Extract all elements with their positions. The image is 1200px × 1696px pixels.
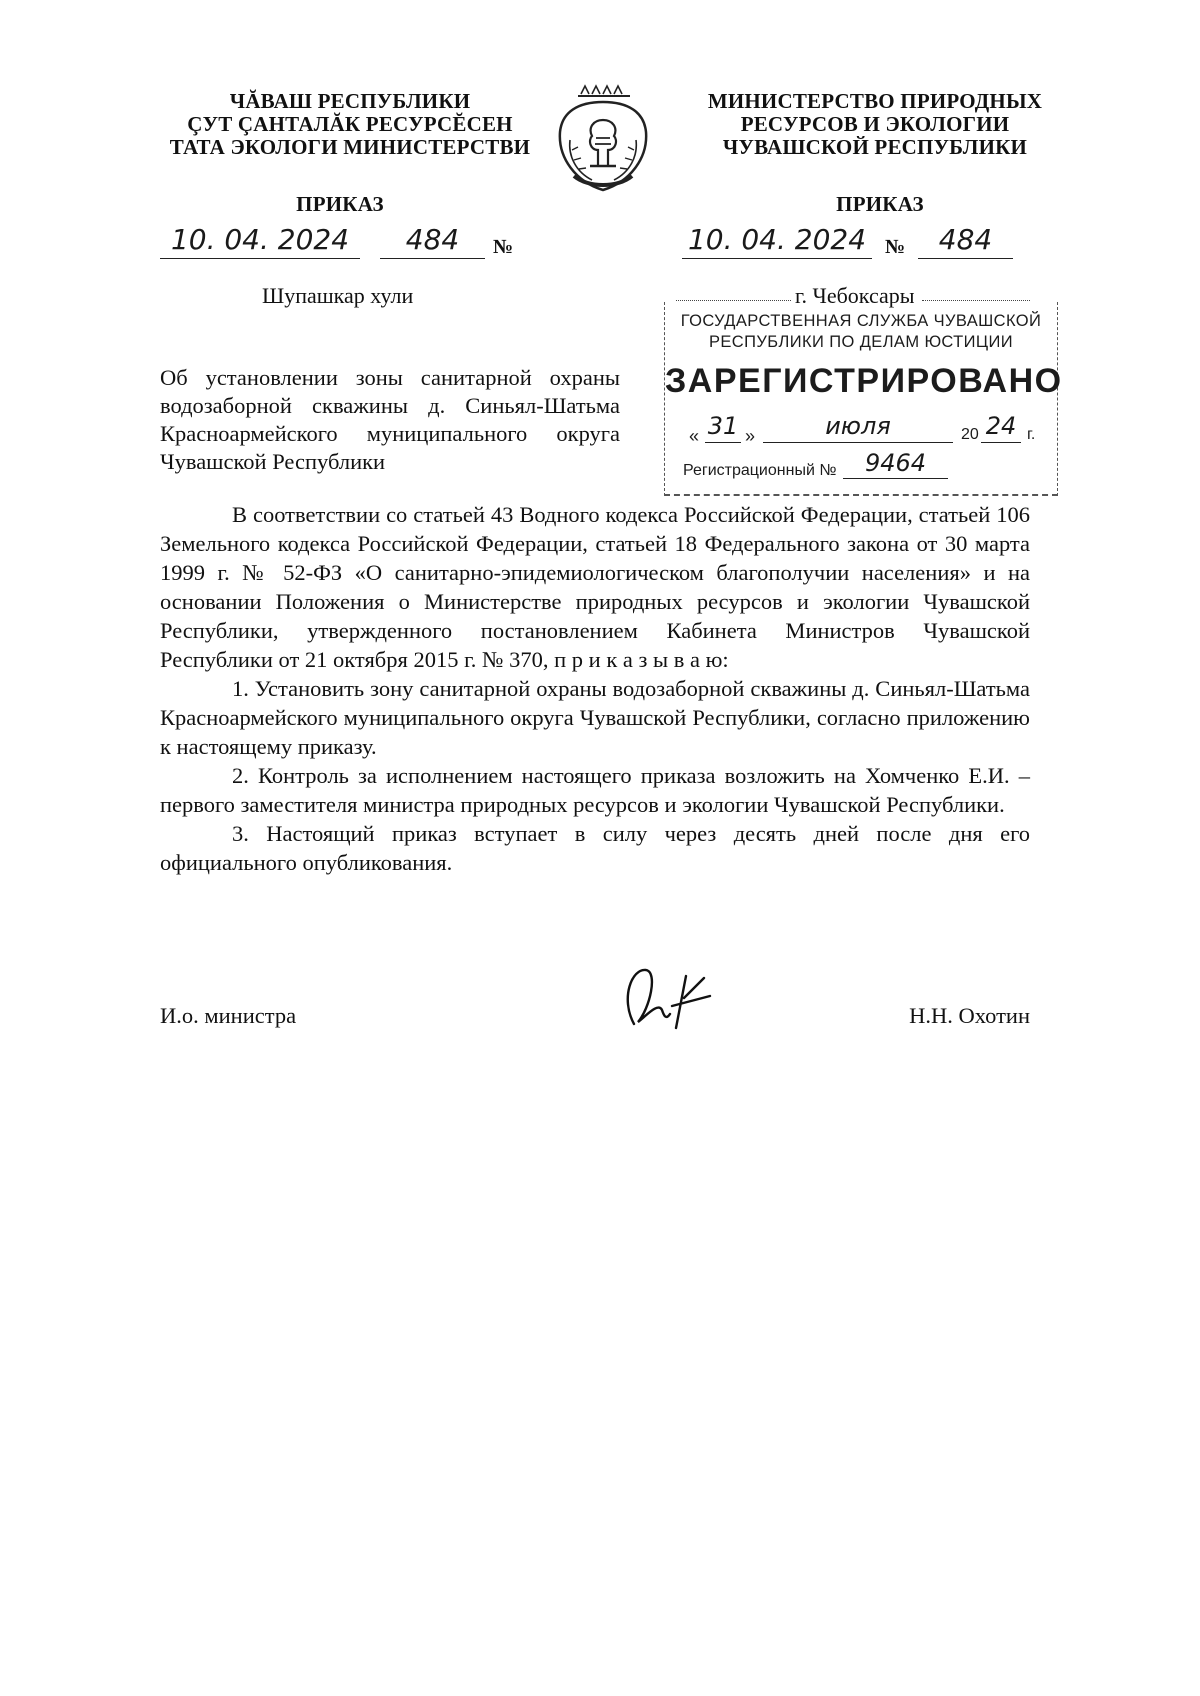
left-header-line-2: ÇУТ ÇАНТАЛĂК РЕСУРСĔСЕН [187,112,513,136]
left-city: Шупашкар хули [262,283,414,308]
right-header-line-2: РЕСУРСОВ И ЭКОЛОГИИ [740,112,1010,136]
left-header-line-3: ТАТА ЭКОЛОГИ МИНИСТЕРСТВИ [169,135,531,159]
left-header-line-1: ЧĂВАШ РЕСПУБЛИКИ [229,89,471,113]
left-number-sign: № [493,236,514,258]
stamp-month: июля [763,410,953,443]
right-number-sign: № [885,236,906,258]
handwritten-signature [612,958,722,1038]
stamp-day: 31 [705,410,741,443]
body-item-3: 3. Настоящий приказ вступает в силу через десять дней после дня его официального опубликования. [160,821,1030,875]
right-date: 10. 04. 2024 [682,222,872,259]
signature-position: И.о. министра [160,1003,297,1028]
right-order-title: ПРИКАЗ [836,192,924,216]
order-subject: Об установлении зоны санитарной охраны водозаборной скважины д. Синьял-Шатьма Красноармейского муниципального округа Чувашской Республики [160,365,620,474]
stamp-year-prefix: 20 [961,426,979,443]
right-header [690,90,1060,159]
chuvash-emblem-icon [548,80,658,198]
stamp-year-unit: г. [1027,426,1036,443]
stamp-open-quote: « [689,426,700,446]
stamp-year-suffix: 24 [981,410,1021,443]
right-header-line-3: ЧУВАШСКОЙ РЕСПУБЛИКИ [722,135,1028,159]
stamp-reg-label: Регистрационный № [683,462,837,479]
right-header-line-1: МИНИСТЕРСТВО ПРИРОДНЫХ [707,89,1043,113]
body-item-2: 2. Контроль за исполнением настоящего приказа возложить на Хомченко Е.И. – первого заместителя министра природных ресурсов и экологии Чувашской Республики. [160,763,1030,817]
body-item-1: 1. Установить зону санитарной охраны водозаборной скважины д. Синьял-Шатьма Красноармейского муниципального округа Чувашской Республики, согласно приложению к настоящему приказу. [160,676,1030,759]
left-date: 10. 04. 2024 [160,222,360,259]
registration-stamp [664,302,1063,496]
body-preamble: В соответствии со статьей 43 Водного кодекса Российской Федерации, статьей 106 Земельного кодекса Российской Федерации, статьей 18 Федерального закона от 30 марта 1999 г. № 52-ФЗ «О санитарно-эпидемиологическом благополучии населения» и на основании Положения о Министерстве природных ресурсов и экологии Чувашской Республики, утвержденного постановлением Кабинета Министров Чувашской Республики от 21 октября 2015 г. № 370, п р и к а з ы в а ю: [160,502,1030,672]
stamp-status: ЗАРЕГИСТРИРОВАНО [665,362,1063,400]
right-city-dots-right [922,300,1030,301]
left-header [160,90,540,159]
right-number: 484 [918,222,1013,259]
order-body [160,500,1030,877]
left-number: 484 [380,222,485,259]
stamp-close-quote: » [745,426,756,446]
right-city-dots-left [676,300,791,301]
stamp-reg-number: 9464 [843,448,948,479]
signature-name: Н.Н. Охотин [909,1003,1030,1028]
stamp-line-2: РЕСПУБЛИКИ ПО ДЕЛАМ ЮСТИЦИИ [709,333,1013,351]
stamp-line-1: ГОСУДАРСТВЕННАЯ СЛУЖБА ЧУВАШСКОЙ [680,312,1042,330]
left-order-title: ПРИКАЗ [296,192,384,216]
right-city: г. Чебоксары [795,283,915,308]
